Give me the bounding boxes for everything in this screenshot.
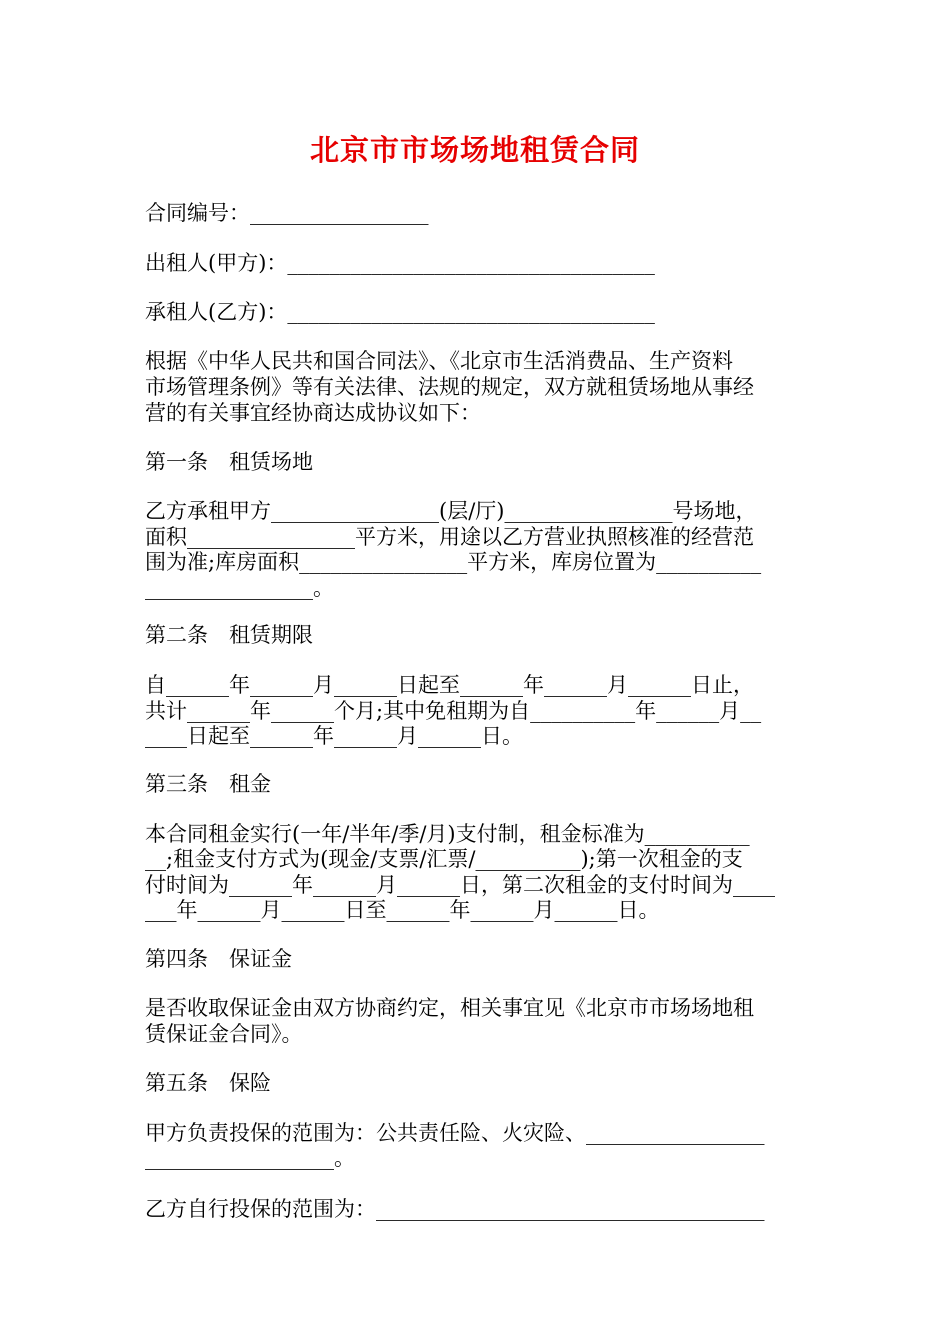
article-1-line-3: 围为准;库房面积________________平方米，库房位置为__________ [145,550,762,574]
preamble-line-1: 根据《中华人民共和国合同法》、《北京市生活消费品、生产资料 [145,349,733,373]
article-2-line-1: 自______年______月______日起至______年______月______日止， [145,673,754,697]
article-4-line-1: 是否收取保证金由双方协商约定，相关事宜见《北京市市场场地租 [145,996,754,1020]
article-4-heading: 第四条 保证金 [145,947,292,971]
article-5-heading: 第五条 保险 [145,1071,271,1095]
article-3-line-1: 本合同租金实行(一年/半年/季/月)支付制，租金标准为__________ [145,822,750,846]
article-3-heading: 第三条 租金 [145,772,271,796]
document-title: 北京市市场场地租赁合同 [309,133,640,167]
preamble-line-2: 市场管理条例》等有关法律、法规的规定，双方就租赁场地从事经 [145,375,754,399]
lessor-field: 出租人(甲方)：___________________________________ [145,251,655,275]
article-3-line-2: __;租金支付方式为(现金/支票/汇票/__________);第一次租金的支 [145,847,743,871]
article-5-line-1: 甲方负责投保的范围为：公共责任险、火灾险、_________________ [145,1121,765,1145]
article-2-line-2: 共计______年______个月;其中免租期为自__________年______月__ [145,699,762,723]
article-5-line-2: __________________。 [145,1146,355,1170]
article-5-line-3: 乙方自行投保的范围为：_____________________________________ [145,1197,765,1221]
lessee-field: 承租人(乙方)：___________________________________ [145,300,655,324]
article-1-line-1: 乙方承租甲方________________(层/厅)________________号场地， [145,499,757,523]
contract-number-field: 合同编号：_________________ [145,201,429,225]
article-2-line-3: ____日起至______年______月______日。 [145,724,523,748]
article-4-line-2: 赁保证金合同》。 [145,1022,303,1046]
preamble-line-3: 营的有关事宜经协商达成协议如下： [145,401,481,425]
article-1-heading: 第一条 租赁场地 [145,450,313,474]
article-3-line-4: ___年______月______日至______年______月______日。 [145,898,660,922]
article-1-line-4: ________________。 [145,576,334,600]
article-2-heading: 第二条 租赁期限 [145,623,313,647]
article-3-line-3: 付时间为______年______月______日，第二次租金的支付时间为____ [145,873,775,897]
article-1-line-2: 面积________________平方米，用途以乙方营业执照核准的经营范 [145,525,754,549]
